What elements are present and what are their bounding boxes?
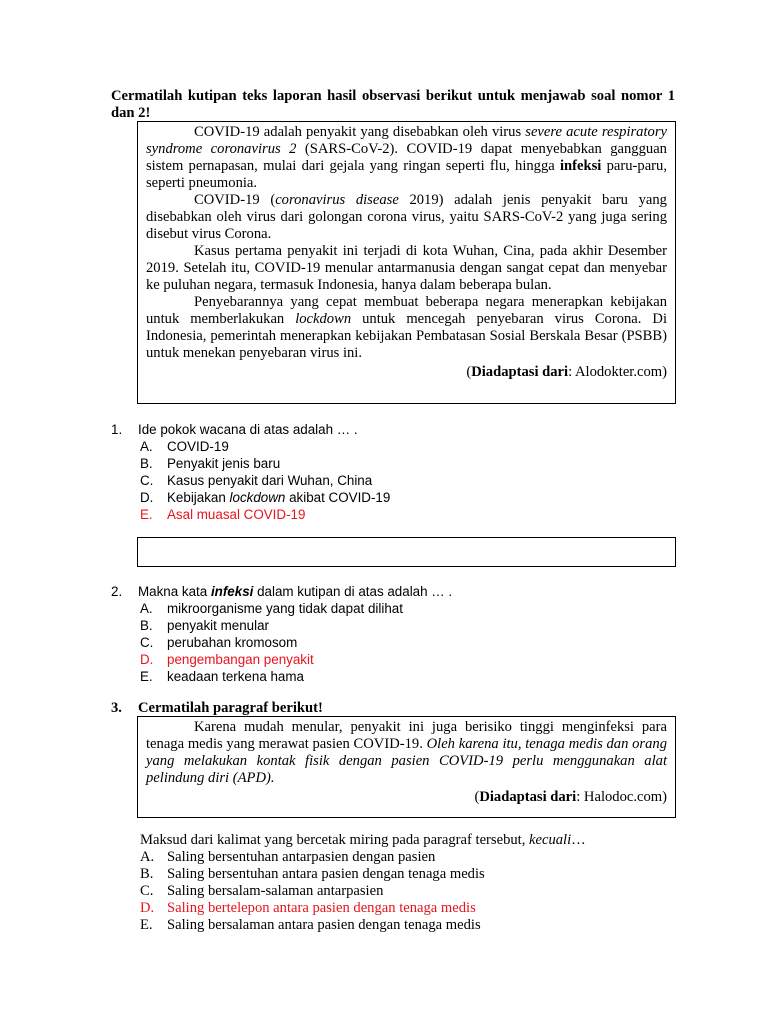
- source-label: Diadaptasi dari: [471, 364, 569, 380]
- option-letter: B.: [140, 456, 153, 471]
- option-c[interactable]: [111, 883, 681, 900]
- text: paru-paru, seperti pneumonia.: [146, 158, 667, 191]
- passage-source: (Diadaptasi dari: Alodokter.com): [466, 364, 667, 380]
- option-letter: A.: [140, 439, 153, 454]
- option-letter: C.: [140, 635, 154, 650]
- text: Kebijakan: [167, 490, 230, 505]
- text: COVID-19 adalah penyakit yang disebabkan oleh virus: [194, 124, 526, 140]
- text: …: [571, 832, 586, 848]
- text: 2019) adalah jenis penyakit baru yang disebabkan oleh virus dari golongan corona virus, yaitu SARS-CoV-2 yang juga sering disebut virus Corona.: [146, 192, 667, 242]
- question-2: [111, 583, 681, 685]
- option-letter: C.: [140, 473, 154, 488]
- question-3: [111, 832, 681, 934]
- option-text: keadaan terkena hama: [167, 669, 304, 684]
- passage-box: [137, 121, 676, 404]
- option-text: Saling bersentuhan antarpasien dengan pasien: [167, 849, 436, 865]
- option-letter: B.: [140, 618, 153, 633]
- option-letter: D.: [140, 900, 155, 916]
- option-e-answer[interactable]: [111, 506, 681, 523]
- passage-paragraph-4: [146, 294, 667, 362]
- option-d-answer[interactable]: [111, 651, 681, 668]
- option-e[interactable]: [111, 917, 681, 934]
- option-e[interactable]: [111, 668, 681, 685]
- text: Makna kata: [138, 584, 211, 599]
- text: akibat COVID-19: [285, 490, 391, 505]
- option-c[interactable]: [111, 472, 681, 489]
- text: Karena mudah menular, penyakit ini juga berisiko tinggi menginfeksi para tenaga medis yang merawat pasien COVID-19.: [146, 719, 667, 752]
- option-text: Asal muasal COVID-19: [167, 507, 306, 522]
- paragraph-box: [137, 716, 676, 818]
- option-text: Penyakit jenis baru: [167, 456, 281, 471]
- text: Maksud dari kalimat yang bercetak miring pada paragraf tersebut,: [140, 832, 530, 848]
- option-letter: E.: [140, 917, 153, 933]
- option-letter: A.: [140, 849, 155, 865]
- question-2-options: [111, 600, 681, 685]
- option-text: penyakit menular: [167, 618, 269, 633]
- passage-paragraph-1: [146, 124, 667, 192]
- bold-italic-term: infeksi: [210, 584, 254, 599]
- option-a[interactable]: [111, 438, 681, 455]
- question-2-stem: [111, 583, 681, 600]
- option-text: perubahan kromosom: [167, 635, 298, 650]
- option-letter: E.: [140, 669, 153, 684]
- text: (SARS-CoV-2). COVID-19 dapat menyebabkan gangguan sistem pernapasan, mulai dari gejala yang ringan seperti flu, hingga: [146, 141, 667, 174]
- answer-box[interactable]: [137, 537, 676, 567]
- q3-paragraph: [146, 719, 667, 787]
- q3-source: (Diadaptasi dari: Halodoc.com): [474, 789, 667, 805]
- option-d-answer[interactable]: [111, 900, 681, 917]
- instruction-heading: Cermatilah kutipan teks laporan hasil observasi berikut untuk menjawab soal nomor 1 dan 2!: [111, 88, 675, 121]
- option-text: pengembangan penyakit: [167, 652, 314, 667]
- option-letter: A.: [140, 601, 153, 616]
- text: COVID-19 (: [194, 192, 276, 208]
- option-b[interactable]: [111, 866, 681, 883]
- italic-term: kecuali: [529, 832, 572, 848]
- question-number: 3.: [111, 700, 122, 716]
- italic-sentence: Oleh karena itu, tenaga medis dan orang yang melakukan kontak fisik dengan pasien COVID-19 perlu menggunakan alat pelindung diri (APD).: [146, 736, 667, 786]
- option-text: mikroorganisme yang tidak dapat dilihat: [167, 601, 403, 616]
- question-3-options: [111, 849, 681, 934]
- option-a[interactable]: [111, 600, 681, 617]
- option-text: Saling bertelepon antara pasien dengan tenaga medis: [167, 900, 476, 916]
- option-text: [167, 489, 390, 506]
- question-text: Ide pokok wacana di atas adalah … .: [138, 422, 358, 437]
- option-letter: E.: [140, 507, 153, 522]
- question-number: 2.: [111, 584, 123, 599]
- text: untuk mencegah penyebaran virus Corona. Di Indonesia, pemerintah menerapkan kebijakan Pembatasan Sosial Berskala Besar (PSBB) untuk menekan penyebaran virus ini.: [146, 311, 667, 361]
- question-1-options: [111, 438, 681, 523]
- source-name: : Halodoc.com): [576, 789, 667, 805]
- question-3-title: [111, 700, 681, 717]
- option-letter: D.: [140, 490, 154, 505]
- question-1: [111, 421, 681, 523]
- question-1-stem: [111, 421, 681, 438]
- question-3-stem: [111, 832, 681, 849]
- option-b[interactable]: [111, 455, 681, 472]
- option-text: Kasus penyakit dari Wuhan, China: [167, 473, 373, 488]
- option-letter: D.: [140, 652, 154, 667]
- option-a[interactable]: [111, 849, 681, 866]
- question-number: 1.: [111, 422, 123, 437]
- option-b[interactable]: [111, 617, 681, 634]
- italic-term: severe acute respiratory syndrome coronavirus 2: [146, 124, 667, 157]
- source-label: Diadaptasi dari: [479, 789, 577, 805]
- option-letter: B.: [140, 866, 154, 882]
- option-text: Saling bersalam-salaman antarpasien: [167, 883, 384, 899]
- passage-paragraph-2: [146, 192, 667, 243]
- option-d[interactable]: [111, 489, 681, 506]
- italic-term: lockdown: [229, 490, 286, 505]
- text: dalam kutipan di atas adalah … .: [253, 584, 453, 599]
- source-name: : Alodokter.com): [568, 364, 667, 380]
- option-text: COVID-19: [167, 439, 229, 454]
- bold-term: infeksi: [560, 158, 602, 174]
- question-title: Cermatilah paragraf berikut!: [138, 700, 323, 716]
- option-text: Saling bersalaman antara pasien dengan tenaga medis: [167, 917, 481, 933]
- italic-term: coronavirus disease: [275, 192, 399, 208]
- option-letter: C.: [140, 883, 154, 899]
- passage-paragraph-3: Kasus pertama penyakit ini terjadi di kota Wuhan, Cina, pada akhir Desember 2019. Setelah itu, COVID-19 menular antarmanusia dengan sangat cepat dan menyebar ke puluhan negara, termasuk Indonesia, hanya dalam beberapa bulan.: [146, 243, 667, 293]
- option-text: Saling bersentuhan antara pasien dengan tenaga medis: [167, 866, 485, 882]
- italic-term: lockdown: [295, 311, 352, 327]
- option-c[interactable]: [111, 634, 681, 651]
- text: Penyebarannya yang cepat membuat beberapa negara menerapkan kebijakan untuk memberlakukan: [146, 294, 667, 327]
